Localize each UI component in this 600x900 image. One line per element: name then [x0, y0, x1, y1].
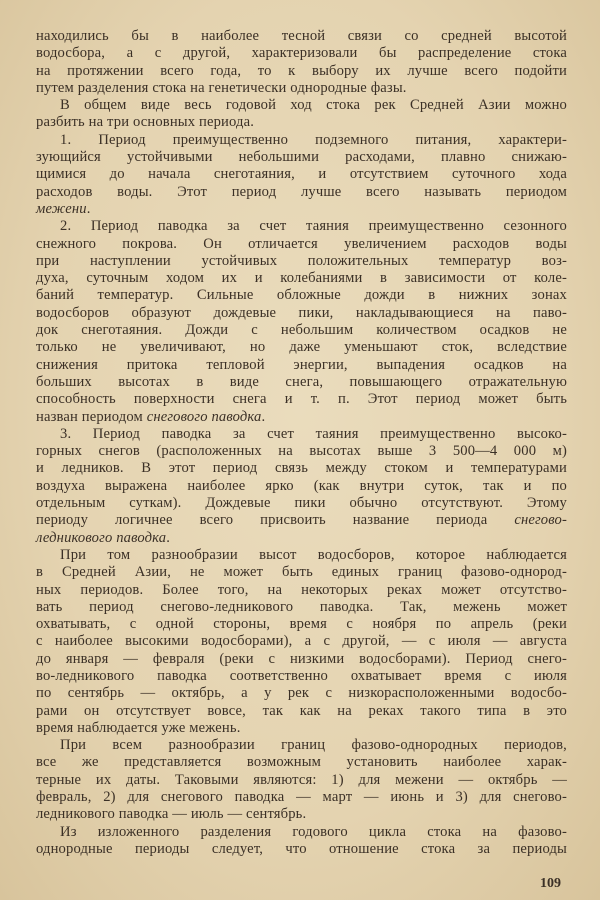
text-segment: ледникового паводка — июль — сентябрь. — [36, 806, 307, 823]
text-line — [36, 824, 567, 841]
text-segment: горных снегов (расположенных на высотах выше 3 500—4 000 м) — [36, 443, 567, 460]
text-line — [36, 720, 567, 737]
text-segment: При том разнообразии высот водосборов, которое наблюдается — [60, 546, 567, 563]
text-segment: . — [166, 529, 171, 546]
text-line — [36, 460, 567, 477]
text-segment: ных периодов. Более того, на некоторых реках может отсутство- — [36, 581, 567, 598]
text-segment: охватывать, с одной стороны, время с ноября по апрель (реки — [36, 616, 567, 633]
text-line — [36, 201, 567, 218]
text-segment: рами он отсутствует вовсе, так как на реках такого типа в это — [36, 702, 567, 719]
text-line — [36, 599, 567, 616]
text-line — [36, 45, 567, 62]
text-line — [36, 184, 567, 201]
text-line — [36, 564, 567, 581]
text-line — [36, 236, 567, 253]
text-segment: терные их даты. Таковыми являются: 1) для межени — октябрь — — [36, 771, 567, 788]
text-line — [36, 287, 567, 304]
text-segment: при наступлении устойчивых положительных температур воз- — [36, 252, 567, 269]
text-segment: находились бы в наиболее тесной связи со средней высотой — [36, 28, 567, 44]
text-line — [36, 114, 567, 131]
italic-term: ледникового паводка — [36, 529, 167, 546]
text-line — [36, 63, 567, 80]
text-line — [36, 218, 567, 235]
text-segment: 3. Период паводка за счет таяния преимущественно высоко- — [60, 425, 567, 442]
text-line — [36, 633, 567, 650]
text-line — [36, 357, 567, 374]
text-segment: снижения притока тепловой энергии, выпадения осадков на — [36, 356, 567, 373]
text-segment: все же представляется возможным установить наиболее харак- — [36, 754, 567, 771]
text-line — [36, 149, 567, 166]
text-segment: назван периодом — [36, 408, 147, 425]
text-segment: февраль, 2) для снегового паводка — март — июнь и 3) для снегово- — [36, 789, 567, 806]
text-line — [36, 374, 567, 391]
text-segment: водосборов образуют дождевые пики, накладывающиеся на паво- — [36, 304, 567, 321]
text-line — [36, 789, 567, 806]
text-line — [36, 270, 567, 287]
text-line — [36, 339, 567, 356]
text-line — [36, 253, 567, 270]
text-segment: . — [261, 408, 266, 425]
text-line — [36, 495, 567, 512]
text-segment: однородные периоды следует, что отношение стока за периоды — [36, 840, 567, 857]
text-segment: до января — февраля (реки с низкими водосборами). Период снего- — [36, 650, 567, 667]
text-line — [36, 651, 567, 668]
text-segment: баний температур. Сильные обложные дожди в нижних зонах — [36, 287, 567, 304]
text-segment: док снеготаяния. Дожди с небольшим количеством осадков не — [36, 322, 567, 339]
text-line — [36, 685, 567, 702]
text-line — [36, 841, 567, 858]
text-segment: водосбора, а с другой, характеризовали бы распределение стока — [36, 45, 567, 62]
text-segment: 1. Период преимущественно подземного питания, характери- — [60, 131, 567, 148]
text-line — [36, 737, 567, 754]
text-segment: и ледников. В этот период связь между стоком и температурами — [36, 460, 567, 477]
text-segment: . — [86, 200, 91, 217]
italic-term: межени — [36, 200, 87, 217]
page-number: 109 — [540, 876, 561, 891]
text-line — [36, 478, 567, 495]
text-line — [36, 166, 567, 183]
text-segment: отдельным суткам). Дождевые пики обычно отсутствуют. Этому — [36, 495, 567, 512]
text-segment: 2. Период паводка за счет таяния преимущественно сезонного — [60, 218, 567, 235]
text-segment: воздуха выражена наиболее ярко (как внутри суток, так и по — [36, 477, 567, 494]
text-segment: путем разделения стока на генетически однородные фазы. — [36, 79, 407, 96]
text-segment: на протяжении всего года, то к выбору их лучше всего подойти — [36, 62, 567, 79]
italic-term: снегового паводка — [146, 408, 262, 425]
text-line — [36, 530, 567, 547]
text-segment: вать период снегово-ледникового паводка. Так, межень может — [36, 598, 567, 615]
text-segment: При всем разнообразии границ фазово-однородных периодов, — [60, 737, 567, 754]
text-line — [36, 443, 567, 460]
text-line — [36, 409, 567, 426]
text-line — [36, 80, 567, 97]
text-line — [36, 547, 567, 564]
text-line — [36, 28, 567, 45]
text-line — [36, 322, 567, 339]
text-segment: в Средней Азии, не может быть единых границ фазово-однород- — [36, 564, 567, 581]
text-line — [36, 305, 567, 322]
text-segment: расходов воды. Этот период лучше всего называть периодом — [36, 183, 567, 200]
text-segment: периоду логичнее всего присвоить название периода — [36, 512, 515, 529]
text-line — [36, 703, 567, 720]
text-segment: разбить на три основных периода. — [36, 114, 255, 131]
text-line — [36, 616, 567, 633]
text-segment: с наиболее высокими водосборами), а с другой, — с июля — августа — [36, 633, 567, 650]
page-body-text — [36, 28, 567, 858]
text-line — [36, 426, 567, 443]
text-segment: по сентябрь — октябрь, а у рек с низкорасположенными водосбо- — [36, 685, 567, 702]
text-segment: время наблюдается уже межень. — [36, 719, 241, 736]
italic-term: снегово- — [514, 512, 567, 529]
text-segment: Из изложенного разделения годового цикла стока на фазово- — [60, 823, 567, 840]
text-segment: духа, суточным ходом их и колебаниями в зависимости от коле- — [36, 270, 567, 287]
text-line — [36, 806, 567, 823]
text-segment: только не увеличивают, но даже уменьшают сток, вследствие — [36, 339, 567, 356]
text-line — [36, 97, 567, 114]
text-segment: способность поверхности снега и т. п. Этот период может быть — [36, 391, 567, 408]
text-segment: зующийся устойчивыми небольшими расходами, плавно снижаю- — [36, 149, 567, 166]
text-line — [36, 754, 567, 771]
text-segment: В общем виде весь годовой ход стока рек Средней Азии можно — [60, 97, 567, 114]
text-segment: больших высотах в виде снега, повышающего отражательную — [36, 373, 567, 390]
text-line — [36, 772, 567, 789]
text-line — [36, 391, 567, 408]
text-segment: снежного покрова. Он отличается увеличением расходов воды — [36, 235, 567, 252]
text-line — [36, 668, 567, 685]
text-line — [36, 132, 567, 149]
text-line — [36, 512, 567, 529]
text-line — [36, 582, 567, 599]
text-segment: во-ледникового паводка соответственно охватывает время с июля — [36, 667, 567, 684]
text-segment: щимися до начала снеготаяния, и отсутствием суточного хода — [36, 166, 567, 183]
